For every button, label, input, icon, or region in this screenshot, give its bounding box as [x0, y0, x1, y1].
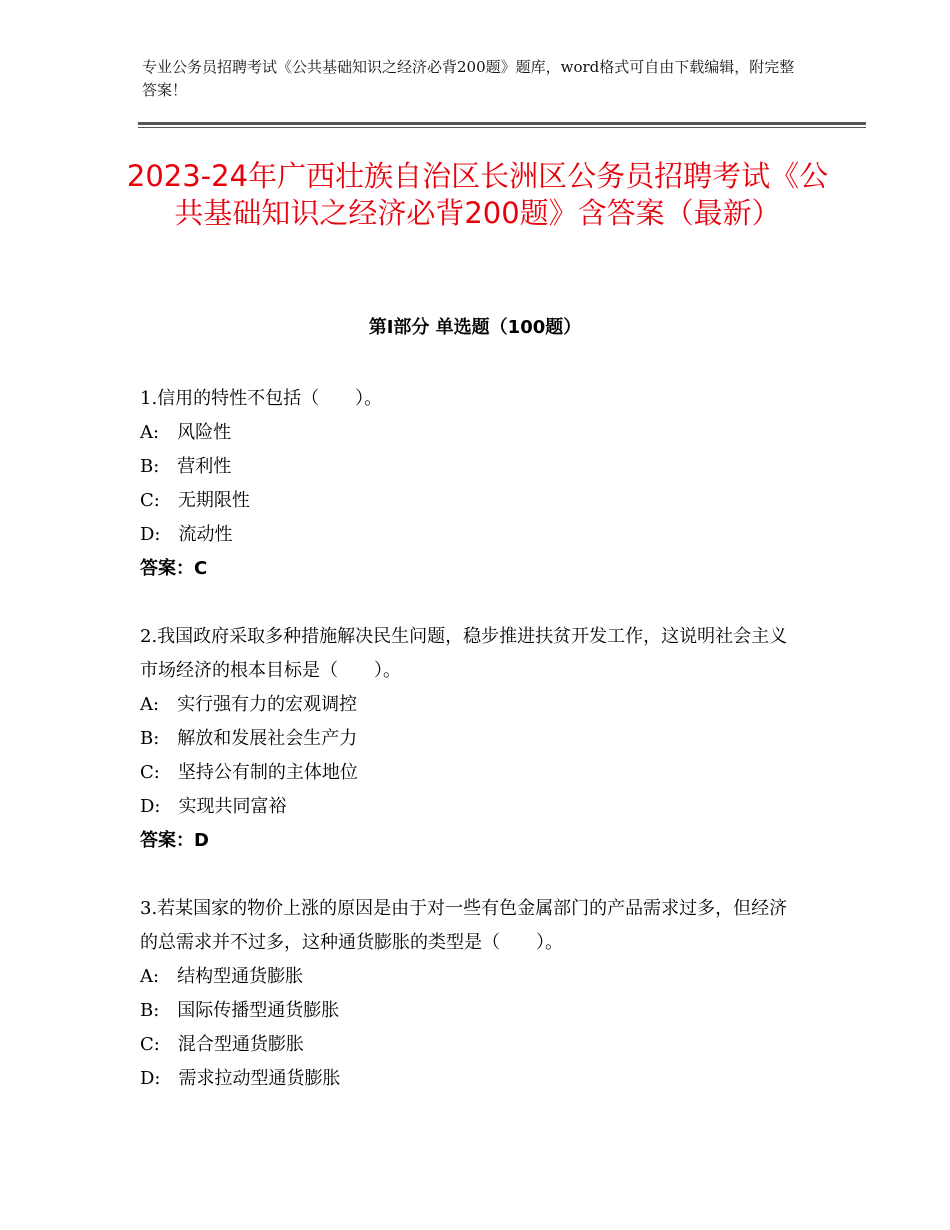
question-stem: 3.若某国家的物价上涨的原因是由于对一些有色金属部门的产品需求过多，但经济的总需求并不过多，这种通货膨胀的类型是（ ）。	[140, 898, 788, 953]
option-c: C: 无期限性	[140, 490, 250, 511]
answer-label: 答案：D	[140, 830, 209, 851]
option-d: D: 实现共同富裕	[140, 796, 287, 817]
header-divider-thin	[138, 127, 866, 128]
question-2	[140, 620, 800, 858]
option-a: A: 结构型通货膨胀	[140, 966, 304, 987]
question-list	[140, 382, 800, 1130]
option-b: B: 营利性	[140, 456, 232, 477]
answer-label: 答案：C	[140, 558, 208, 579]
document-title: 2023-24年广西壮族自治区长洲区公务员招聘考试《公共基础知识之经济必背200题》含答案（最新）	[126, 159, 829, 230]
header-note: 专业公务员招聘考试《公共基础知识之经济必背200题》题库，word格式可自由下载编辑，附完整答案！	[142, 58, 795, 99]
option-d: D: 需求拉动型通货膨胀	[140, 1068, 341, 1089]
option-a: A: 实行强有力的宏观调控	[140, 694, 358, 715]
question-stem: 1.信用的特性不包括（ ）。	[140, 388, 383, 409]
question-1	[140, 382, 800, 586]
section-title: 第Ⅰ部分 单选题（100题）	[368, 317, 582, 338]
option-b: B: 国际传播型通货膨胀	[140, 1000, 340, 1021]
question-3	[140, 892, 800, 1096]
option-c: C: 坚持公有制的主体地位	[140, 762, 358, 783]
option-b: B: 解放和发展社会生产力	[140, 728, 358, 749]
option-c: C: 混合型通货膨胀	[140, 1034, 304, 1055]
option-d: D: 流动性	[140, 524, 233, 545]
question-stem: 2.我国政府采取多种措施解决民生问题，稳步推进扶贫开发工作，这说明社会主义市场经济的根本目标是（ ）。	[140, 626, 788, 681]
option-a: A: 风险性	[140, 422, 232, 443]
header-divider	[138, 122, 866, 125]
